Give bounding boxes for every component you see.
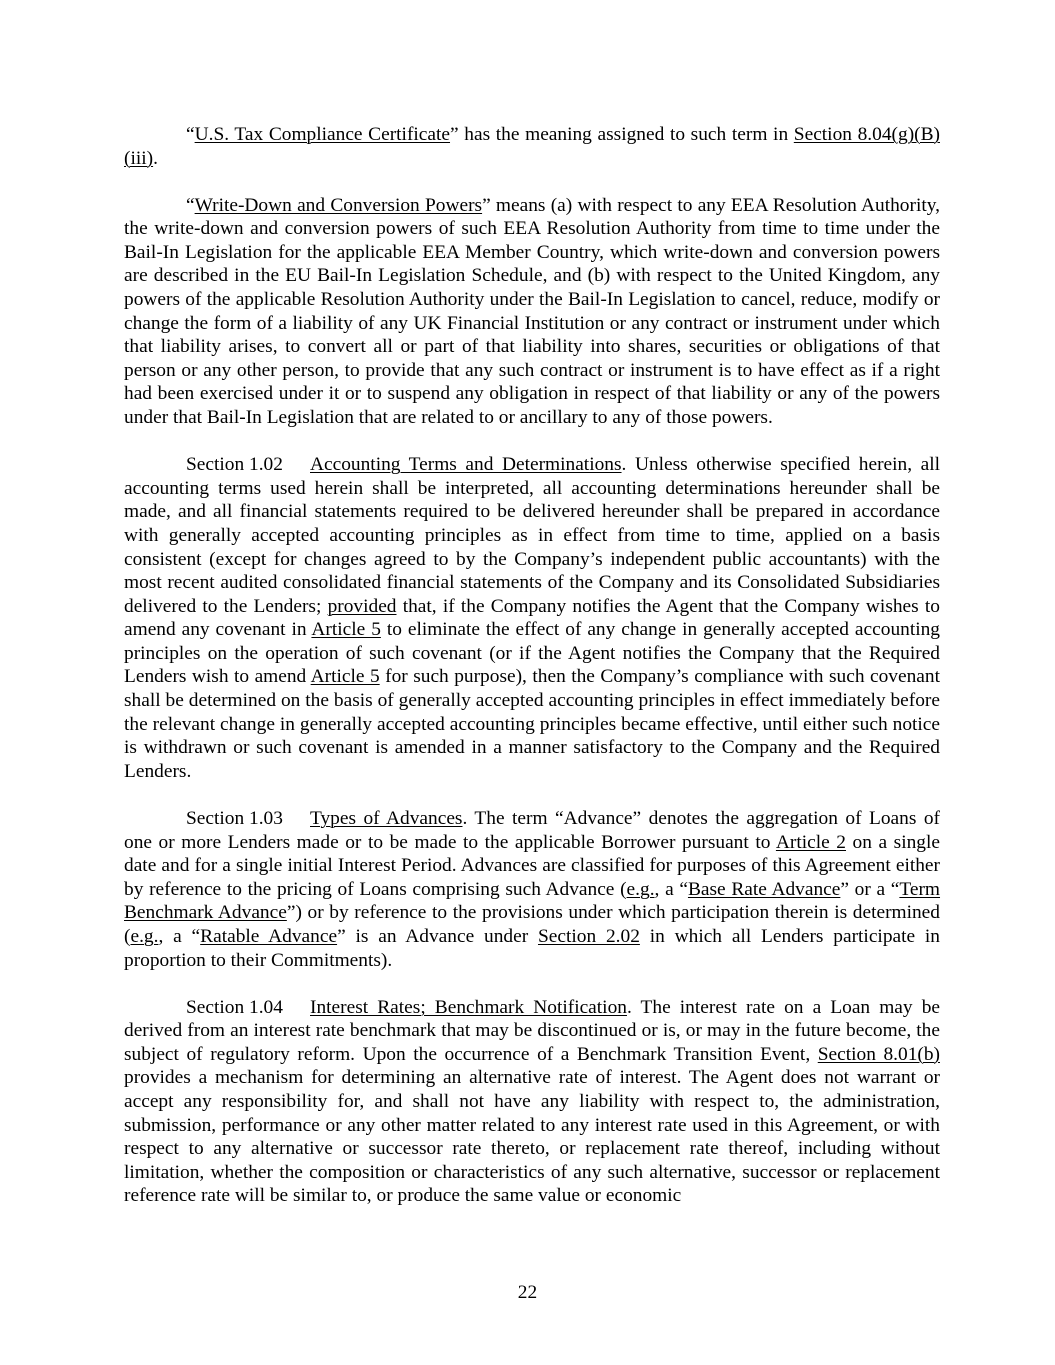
section-text: , a “ xyxy=(654,878,688,900)
section-1-03 xyxy=(124,807,940,972)
section-text: in which all Lenders participate in proportion to their Commitments). xyxy=(124,925,941,971)
definition-us-tax-compliance-certificate xyxy=(124,123,940,170)
section-number: Section 1.04 xyxy=(186,996,283,1018)
open-quote: “ xyxy=(186,194,195,216)
section-text: provides a mechanism for determining an alternative rate of interest. The Agent does not warrant or accept any responsibility for, and shall not have any liability with respect to, the administration, submission, performance or any other matter related to any interest rate used in this Agreement, or with respect to any alternative or successor rate thereto, or replacement rate thereof, including without limitation, whether the composition or characteristics of any such alternative, successor or replacement reference rate will be similar to, or produce the same value or economic xyxy=(124,1067,940,1207)
definition-write-down-and-conversion-powers xyxy=(124,194,940,430)
section-text: ” or a “ xyxy=(840,878,900,900)
open-quote: “ xyxy=(186,124,195,145)
section-text: , a “ xyxy=(158,925,201,947)
document-page xyxy=(124,123,940,1231)
section-text: . The term “Advance” denotes the aggregation of Loans of one or more Lenders made or to be made to the applicable Borrower pursuant to xyxy=(124,807,941,853)
page-number: 22 xyxy=(517,1282,538,1303)
section-number: Section 1.02 xyxy=(186,454,283,476)
eg-term: e.g. xyxy=(130,925,159,947)
defined-term: Base Rate Advance xyxy=(687,878,841,900)
eg-term: e.g. xyxy=(626,878,655,900)
defined-term: Write-Down and Conversion Powers xyxy=(194,194,483,216)
article-reference: Article 5 xyxy=(311,619,381,641)
section-text: . Unless otherwise specified herein, all accounting terms used herein shall be interpreted, all accounting determinations hereunder shall be made, and all financial statements required to be delivered hereunder shall be prepared in accordance with generally accepted accounting principles as in effect from time to time, applied on a basis consistent (except for changes agreed to by the Company’s independent public accountants) with the most recent audited consolidated financial statements of the Company and its Consolidated Subsidiaries delivered to the Lenders; xyxy=(124,454,941,617)
definition-text: ” has the meaning assigned to such term in xyxy=(450,124,794,145)
section-text: on a single date and for a single initial Interest Period. Advances are classified for purposes of this Agreement either by reference to the pricing of Loans comprising such Advance ( xyxy=(124,831,940,900)
defined-term: U.S. Tax Compliance Certificate xyxy=(194,124,451,145)
section-heading: Types of Advances xyxy=(310,807,463,829)
definition-text: . xyxy=(153,147,158,169)
section-heading: Accounting Terms and Determinations xyxy=(310,454,622,476)
section-text: ”) or by reference to the provisions under which participation therein is determined ( xyxy=(124,902,940,947)
article-reference: Article 5 xyxy=(310,666,380,688)
section-reference: Section 2.02 xyxy=(537,925,640,947)
section-text: that, if the Company notifies the Agent that the Company wishes to amend any covenant in xyxy=(124,595,940,641)
section-heading: Interest Rates; Benchmark Notification xyxy=(310,996,627,1018)
definition-text: ” means (a) with respect to any EEA Resolution Authority, the write-down and conversion powers of such EEA Resolution Authority from time to time under the Bail-In Legislation for the applicable EEA Member Country, which write-down and conversion powers are described in the EU Bail-In Legislation Schedule, and (b) with respect to the United Kingdom, any powers of the applicable Resolution Authority under the Bail-In Legislation to cancel, reduce, modify or change the form of a liability of any UK Financial Institution or any contract or instrument under which that liability arises, to convert all or part of that liability into shares, securities or obligations of that person or any other person, to provide that any such contract or instrument is to have effect as if a right had been exercised under it or to suspend any obligation in respect of that liability or any of the powers under that Bail-In Legislation that are related to or ancillary to any of those powers. xyxy=(124,194,941,429)
section-1-02 xyxy=(124,453,940,783)
section-text: to eliminate the effect of any change in generally accepted accounting principles on the operation of such covenant (or if the Agent notifies the Company that the Required Lenders wish to amend xyxy=(124,619,940,688)
defined-term: Ratable Advance xyxy=(200,925,338,947)
section-text: ” is an Advance under xyxy=(337,925,538,947)
section-reference: Section 8.04(g)(B)(iii) xyxy=(124,124,940,169)
section-number: Section 1.03 xyxy=(186,807,283,829)
section-text: for such purpose), then the Company’s compliance with such covenant shall be determined on the basis of generally accepted accounting principles in effect immediately before the relevant change in generally accepted accounting principles became effective, until either such notice is withdrawn or such covenant is amended in a manner satisfactory to the Company and the Required Lenders. xyxy=(124,666,940,782)
section-reference: Section 8.01(b) xyxy=(817,1043,940,1065)
provided-term: provided xyxy=(327,595,397,617)
article-reference: Article 2 xyxy=(775,831,846,853)
defined-term: Term Benchmark Advance xyxy=(124,878,941,924)
section-text: . The interest rate on a Loan may be derived from an interest rate benchmark that may be discontinued or is, or may in the future become, the subject of regulatory reform. Upon the occurrence of a Benchmark Transition Event, xyxy=(124,996,940,1065)
section-1-04 xyxy=(124,996,940,1208)
